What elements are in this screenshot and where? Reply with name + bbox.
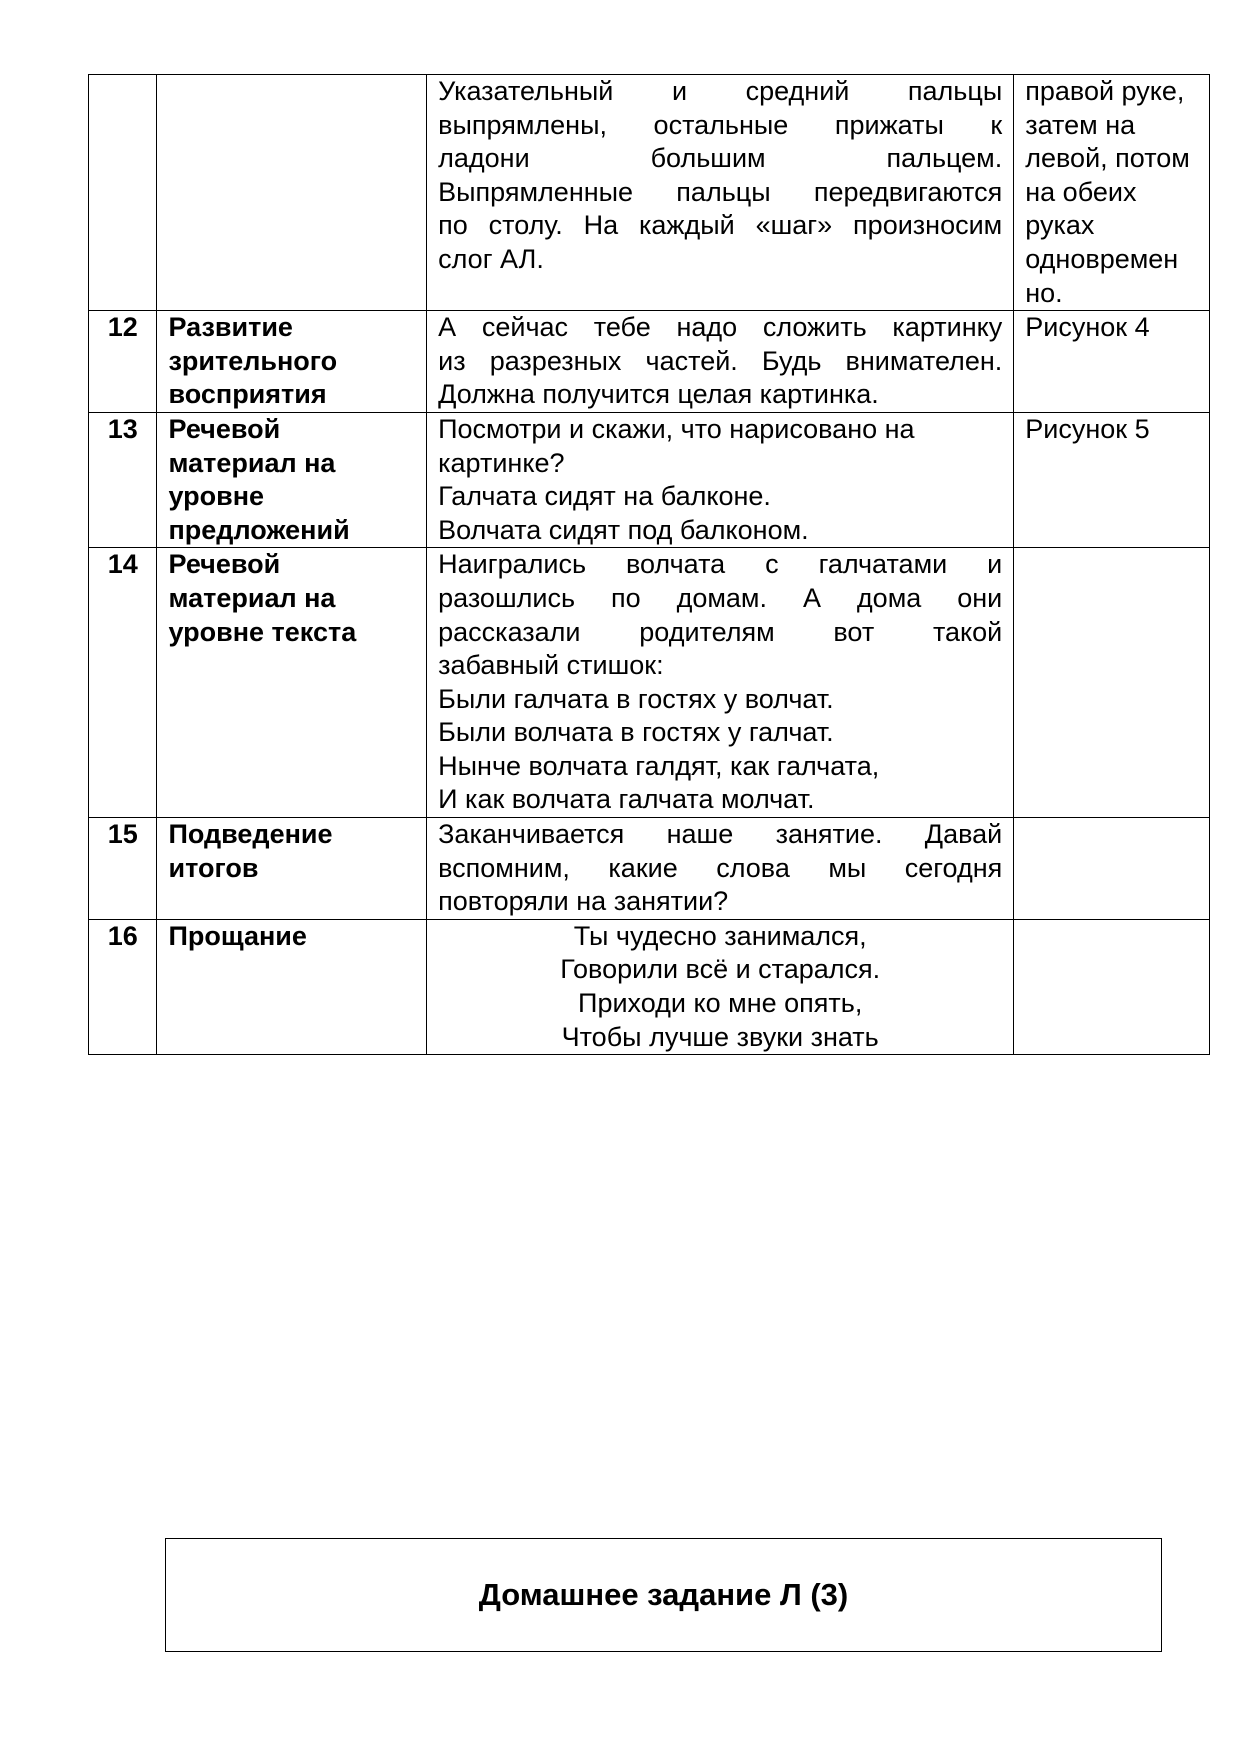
stage-line: уровне — [168, 481, 265, 512]
row-number: 12 — [107, 312, 138, 343]
content-line: ладони большим пальцем. — [438, 143, 1003, 174]
content-cell — [427, 818, 1014, 920]
content-line: Чтобы лучше звуки знать — [561, 1021, 879, 1052]
lesson-plan-table-body — [89, 75, 1210, 1055]
content-cell — [427, 548, 1014, 818]
row-number-cell — [89, 311, 157, 413]
content-line: И как волчата галчата молчат. — [438, 784, 815, 815]
lesson-plan-table — [88, 74, 1210, 1055]
homework-title: Домашнее задание Л (3) — [478, 1577, 849, 1612]
material-cell — [1014, 818, 1210, 920]
content-line: картинке? — [438, 447, 565, 478]
content-line: Приходи ко мне опять, — [578, 988, 863, 1019]
stage-line: уровне текста — [168, 616, 357, 647]
material-line: одновремен — [1025, 243, 1179, 274]
material-line: затем на — [1025, 109, 1136, 140]
stage-line: Прощание — [168, 920, 307, 951]
table-row — [89, 818, 1210, 920]
content-line: Указательный и средний пальцы — [438, 76, 1003, 106]
material-line: левой, потом — [1025, 143, 1190, 174]
content-line: Волчата сидят под балконом. — [438, 514, 809, 545]
row-number-cell — [89, 412, 157, 547]
table-row — [89, 75, 1210, 311]
table-row — [89, 919, 1210, 1054]
stage-line: Развитие — [168, 312, 293, 343]
content-line: Ты чудесно занимался, — [573, 920, 867, 951]
content-line: забавный стишок: — [438, 650, 664, 681]
material-line: Рисунок 5 — [1025, 413, 1150, 444]
material-cell — [1014, 75, 1210, 311]
content-cell — [427, 919, 1014, 1054]
stage-cell — [157, 818, 427, 920]
content-line: Выпрямленные пальцы передвигаются — [438, 176, 1003, 207]
stage-cell — [157, 311, 427, 413]
stage-line: восприятия — [168, 379, 327, 410]
material-line: Рисунок 4 — [1025, 312, 1150, 343]
stage-cell — [157, 919, 427, 1054]
content-line: рассказали родителям вот такой — [438, 616, 1003, 647]
content-cell — [427, 311, 1014, 413]
material-cell — [1014, 412, 1210, 547]
content-line: Посмотри и скажи, что нарисовано на — [438, 413, 915, 444]
content-line: Наигрались волчата с галчатами и — [438, 549, 1003, 580]
material-line: руках — [1025, 210, 1095, 241]
stage-cell — [157, 548, 427, 818]
stage-cell — [157, 412, 427, 547]
row-number-cell — [89, 818, 157, 920]
material-line: правой руке, — [1025, 76, 1185, 106]
row-number: 16 — [107, 920, 138, 951]
content-line: разошлись по домам. А дома они — [438, 582, 1003, 613]
stage-line: предложений — [168, 514, 350, 545]
content-line: по столу. На каждый «шаг» произносим — [438, 210, 1003, 241]
content-line: Нынче волчата галдят, как галчата, — [438, 750, 880, 781]
content-line: Были галчата в гостях у волчат. — [438, 683, 834, 714]
content-line: Должна получится целая картинка. — [438, 379, 879, 410]
row-number: 14 — [107, 549, 138, 580]
content-cell — [427, 412, 1014, 547]
stage-line: зрительного — [168, 345, 338, 376]
content-line: Говорили всё и старался. — [560, 954, 881, 985]
material-cell — [1014, 311, 1210, 413]
stage-line: материал на — [168, 582, 336, 613]
content-line: слог АЛ. — [438, 243, 544, 274]
content-line: вспомним, какие слова мы сегодня — [438, 852, 1003, 883]
content-line: повторяли на занятии? — [438, 886, 729, 917]
table-row — [89, 311, 1210, 413]
content-line: А сейчас тебе надо сложить картинку — [438, 312, 1003, 343]
content-line: Заканчивается наше занятие. Давай — [438, 819, 1003, 850]
content-line: Галчата сидят на балконе. — [438, 481, 771, 512]
content-cell — [427, 75, 1014, 311]
table-row — [89, 548, 1210, 818]
material-cell — [1014, 919, 1210, 1054]
stage-line: Речевой — [168, 549, 281, 580]
table-row — [89, 412, 1210, 547]
homework-box — [165, 1538, 1162, 1652]
material-line: на обеих — [1025, 176, 1137, 207]
stage-line: Речевой — [168, 413, 281, 444]
row-number-cell — [89, 75, 157, 311]
content-line: Были волчата в гостях у галчат. — [438, 717, 834, 748]
row-number-cell — [89, 548, 157, 818]
stage-cell — [157, 75, 427, 311]
material-line: но. — [1025, 277, 1063, 308]
row-number: 15 — [107, 819, 138, 850]
material-cell — [1014, 548, 1210, 818]
row-number-cell — [89, 919, 157, 1054]
content-line: выпрямлены, остальные прижаты к — [438, 109, 1003, 140]
stage-line: итогов — [168, 852, 259, 883]
stage-line: материал на — [168, 447, 336, 478]
row-number: 13 — [107, 413, 138, 444]
content-line: из разрезных частей. Будь внимателен. — [438, 345, 1003, 376]
stage-line: Подведение — [168, 819, 333, 850]
